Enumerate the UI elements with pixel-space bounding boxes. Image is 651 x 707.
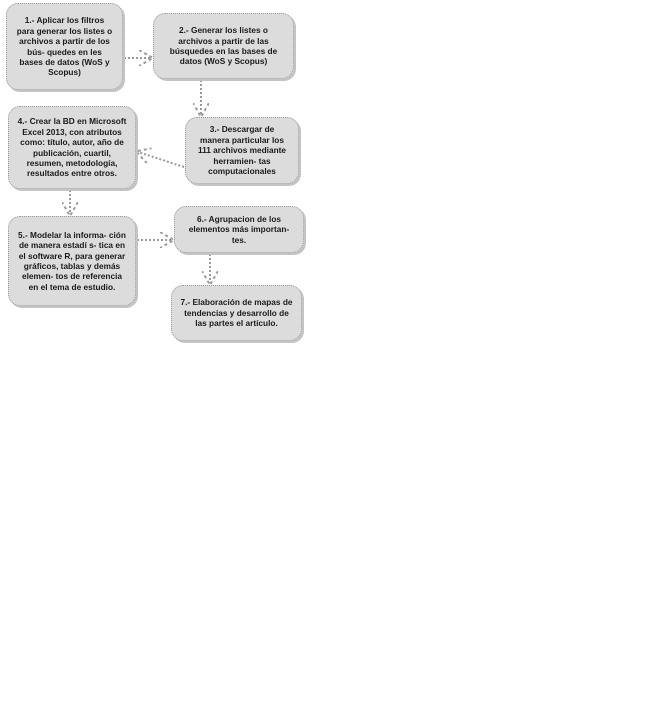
step-2-text: 2.- Generar los listes o archivos a partir de las búsquedes en las bases de datos (WoS y Scopus) [169, 25, 278, 67]
step-4-box [8, 106, 136, 189]
step-5-box [8, 216, 136, 306]
step-3-box [185, 117, 299, 184]
step-7-box [171, 285, 302, 341]
step-3-text: 3.- Descargar de manera particular los 111 archivos mediante herramien- tas computacionales [197, 124, 287, 177]
arrow-3-to-4 [138, 152, 184, 167]
step-2-box [153, 13, 294, 79]
step-6-box [174, 206, 304, 253]
step-4-text: 4.- Crear la BD en Microsoft Excel 2013, con atributos como: título, autor, año de publicación, cuartil, resumen, metodología, resultados entre otros. [17, 116, 127, 179]
step-1-box [6, 3, 123, 90]
step-1-text: 1.- Aplicar los filtros para generar los listes o archivos a partir de los bús- quedes en les bases de datos (WoS y Scopus) [16, 15, 113, 78]
step-6-text: 6.- Agrupacion de los elementos más importan- tes. [188, 213, 290, 245]
step-7-text: 7.- Elaboración de mapas de tendencias y desarrollo de las partes el artículo. [180, 297, 293, 329]
step-5-text: 5.- Modelar la informa- ción de manera estadí s- tica en el software R, para generar gráficos, tablas y demás elemen- tos de referencia en el tema de estudio. [18, 229, 126, 292]
